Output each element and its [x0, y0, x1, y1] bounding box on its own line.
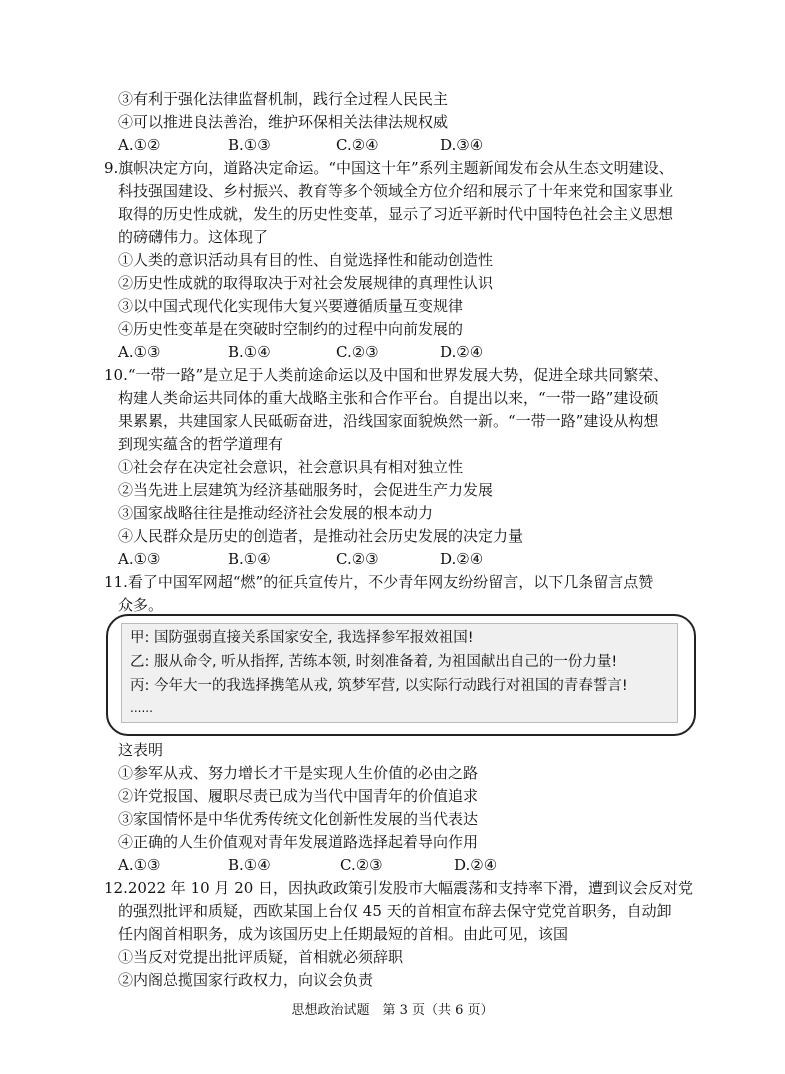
q8-option-3: ③有利于强化法律监督机制，践行全过程人民民主: [118, 90, 449, 108]
q11-option-4: ④正确的人生价值观对青年发展道路选择起着导向作用: [118, 833, 479, 851]
q11-option-2: ②许党报国、履职尽责已成为当代中国青年的价值追求: [118, 787, 479, 805]
comment-jia: 甲: 国防强弱直接关系国家安全, 我选择参军报效祖国!: [130, 630, 474, 646]
q9-option-3: ③以中国式现代化实现伟大复兴要遵循质量互变规律: [118, 297, 464, 315]
q8-choice-c: C.②④: [336, 136, 379, 154]
q8-choice-b: B.①③: [228, 136, 271, 154]
q10-stem-line-4: 到现实蕴含的哲学道理有: [118, 435, 284, 453]
q8-choice-d: D.③④: [440, 136, 484, 154]
q9-stem-line-1: 9.旗帜决定方向，道路决定命运。“中国这十年”系列主题新闻发布会从生态文明建设、: [104, 159, 674, 177]
q9-choice-d: D.②④: [440, 343, 484, 361]
q8-option-4: ④可以推进良法善治，维护环保相关法律法规权威: [118, 113, 449, 131]
q11-choice-d: D.②④: [454, 856, 498, 874]
q12-stem-line-2: 的强烈批评和质疑，西欧某国上台仅 45 天的首相宣布辞去保守党党首职务，自动卸: [118, 902, 672, 920]
q11-stem-line-2: 众多。: [118, 596, 164, 614]
comment-yi: 乙: 服从命令, 听从指挥, 苦练本领, 时刻准备着, 为祖国献出自己的一份力量!: [130, 654, 618, 670]
q12-stem-line-3: 任内阁首相职务，成为该国历史上任期最短的首相。由此可见，该国: [118, 925, 569, 943]
q10-option-1: ①社会存在决定社会意识，社会意识具有相对独立性: [118, 458, 464, 476]
q9-stem-line-3: 取得的历史性成就，发生的历史性变革，显示了习近平新时代中国特色社会主义思想: [118, 205, 674, 223]
comment-ellipsis: ......: [130, 701, 153, 715]
q9-option-1: ①人类的意识活动具有目的性、自觉选择性和能动创造性: [118, 251, 494, 269]
q12-option-2: ②内阁总揽国家行政权力，向议会负责: [118, 971, 374, 989]
q10-stem-line-1: 10.“一带一路”是立足于人类前途命运以及中国和世界发展大势，促进全球共同繁荣、: [104, 366, 669, 384]
q10-option-2: ②当先进上层建筑为经济基础服务时，会促进生产力发展: [118, 481, 494, 499]
q10-stem-line-2: 构建人类命运共同体的重大战略主张和合作平台。自提出以来，“一带一路”建设硕: [118, 389, 659, 407]
q10-choice-c: C.②③: [336, 550, 379, 568]
q9-stem-line-4: 的磅礴伟力。这体现了: [118, 228, 269, 246]
q10-option-3: ③国家战略往往是推动经济社会发展的根本动力: [118, 504, 434, 522]
q9-option-4: ④历史性变革是在突破时空制约的过程中向前发展的: [118, 320, 464, 338]
q11-option-3: ③家国情怀是中华优秀传统文化创新性发展的当代表达: [118, 810, 479, 828]
q9-option-2: ②历史性成就的取得取决于对社会发展规律的真理性认识: [118, 274, 494, 292]
q9-choice-c: C.②③: [336, 343, 379, 361]
q9-choice-a: A.①③: [118, 343, 161, 361]
comment-bing: 丙: 今年大一的我选择携笔从戎, 筑梦军营, 以实际行动践行对祖国的青春誓言!: [130, 678, 628, 694]
q11-stem-line-1: 11.看了中国军网超“燃”的征兵宣传片，不少青年网友纷纷留言，以下几条留言点赞: [104, 573, 654, 591]
q11-choice-b: B.①④: [228, 856, 271, 874]
q9-choice-b: B.①④: [228, 343, 271, 361]
q12-stem-line-1: 12.2022 年 10 月 20 日，因执政政策引发股市大幅震荡和支持率下滑，遭到议会反对党: [104, 879, 694, 897]
q10-choice-d: D.②④: [440, 550, 484, 568]
q9-stem-line-2: 科技强国建设、乡村振兴、教育等多个领域全方位介绍和展示了十年来党和国家事业: [118, 182, 674, 200]
q11-lead: 这表明: [118, 741, 164, 759]
q10-choice-a: A.①③: [118, 550, 161, 568]
page-footer: 思想政治试题 第 3 页（共 6 页）: [291, 1003, 494, 1018]
q11-choice-a: A.①③: [118, 856, 161, 874]
q10-stem-line-3: 果累累，共建国家人民砥砺奋进，沿线国家面貌焕然一新。“一带一路”建设从构想: [118, 412, 659, 430]
q8-choice-a: A.①②: [118, 136, 161, 154]
q11-option-1: ①参军从戎、努力增长才干是实现人生价值的必由之路: [118, 764, 479, 782]
q11-choice-c: C.②③: [340, 856, 383, 874]
q10-option-4: ④人民群众是历史的创造者，是推动社会历史发展的决定力量: [118, 527, 524, 545]
q12-option-1: ①当反对党提出批评质疑，首相就必须辞职: [118, 948, 404, 966]
q10-choice-b: B.①④: [228, 550, 271, 568]
